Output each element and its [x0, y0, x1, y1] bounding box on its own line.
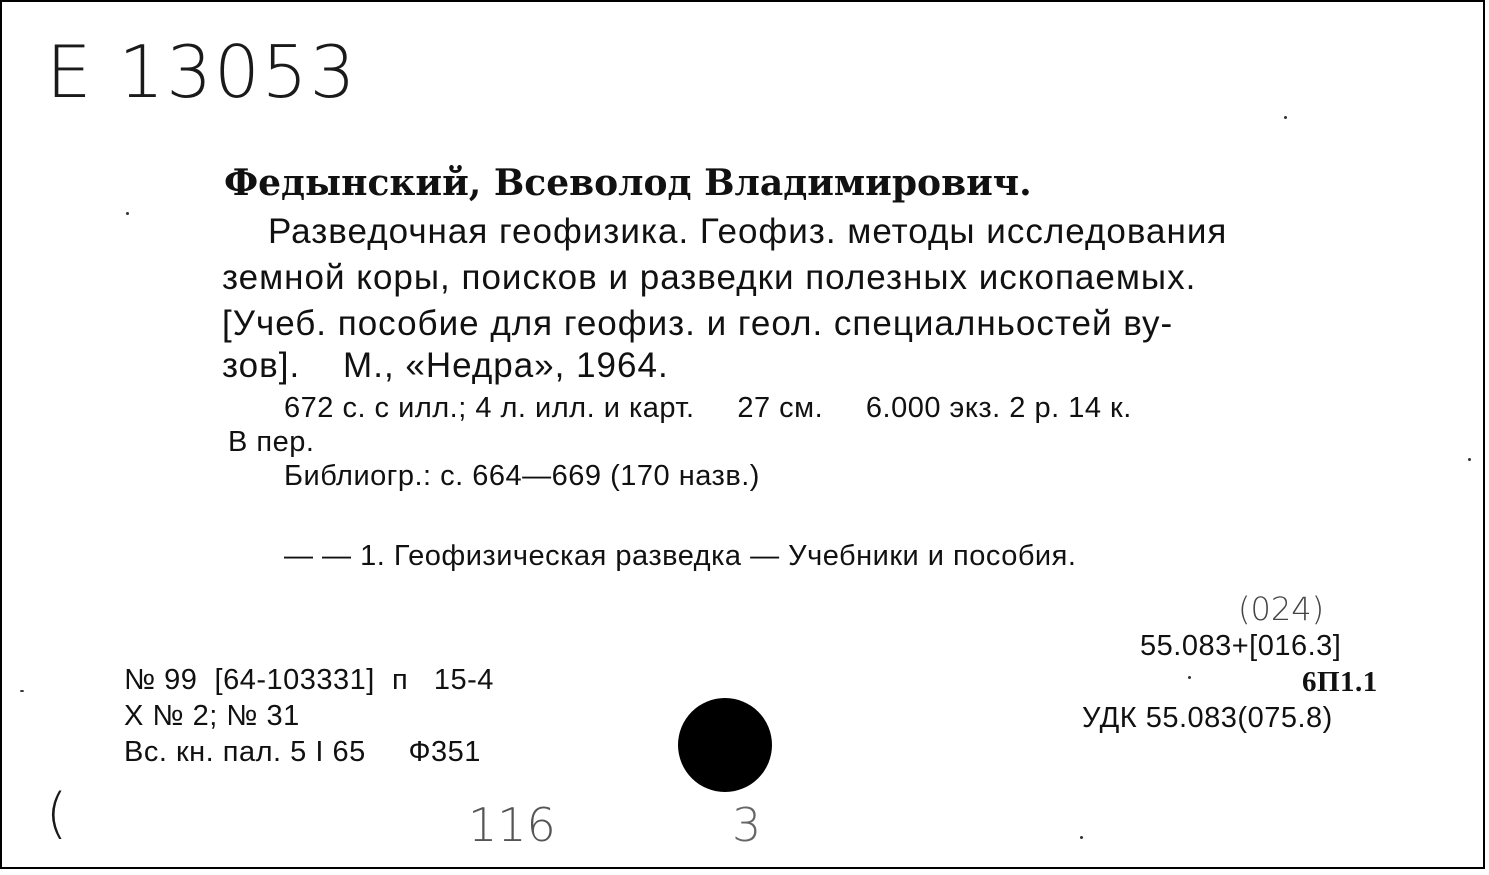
registry-line-2: Х № 2; № 31: [124, 700, 300, 732]
speck: [20, 690, 24, 692]
bbk-index: 6П1.1: [1302, 666, 1378, 698]
classification-code: 55.083+[016.3]: [1140, 630, 1342, 662]
title-line-1: Разведочная геофизика. Геофиз. методы исследования: [268, 212, 1228, 251]
speck: [126, 212, 129, 215]
udk-code: УДК 55.083(075.8): [1082, 702, 1333, 734]
title-line-2: земной коры, поисков и разведки полезных ископаемых.: [222, 258, 1197, 297]
handwritten-number: 116: [468, 798, 556, 852]
handwritten-code: (024): [1238, 590, 1325, 628]
speck: [1284, 116, 1287, 119]
handwritten-digit: 3: [732, 798, 762, 852]
punch-hole: [678, 698, 772, 792]
speck: [1468, 458, 1471, 461]
binding-note: В пер.: [228, 426, 315, 458]
speck: [1080, 836, 1083, 839]
title-line-4: зов]. М., «Недра», 1964.: [222, 346, 669, 385]
registry-line-1: № 99 [64-103331] п 15-4: [124, 664, 494, 696]
handwritten-left-mark: (: [46, 782, 68, 845]
physical-description: 672 с. с илл.; 4 л. илл. и карт. 27 см. 6.000 экз. 2 р. 14 к.: [284, 392, 1132, 424]
bibliography-note: Библиогр.: с. 664—669 (170 назв.): [284, 460, 760, 492]
author-heading: Федынский, Всеволод Владимирович.: [224, 162, 1032, 204]
registry-line-3: Вс. кн. пал. 5 I 65 Ф351: [124, 736, 481, 768]
call-number: Е 13053: [46, 30, 358, 114]
speck: [1188, 676, 1191, 679]
subject-heading: — — 1. Геофизическая разведка — Учебники и пособия.: [284, 540, 1077, 572]
title-line-3: [Учеб. пособие для геофиз. и геол. специалньостей ву-: [222, 304, 1174, 343]
